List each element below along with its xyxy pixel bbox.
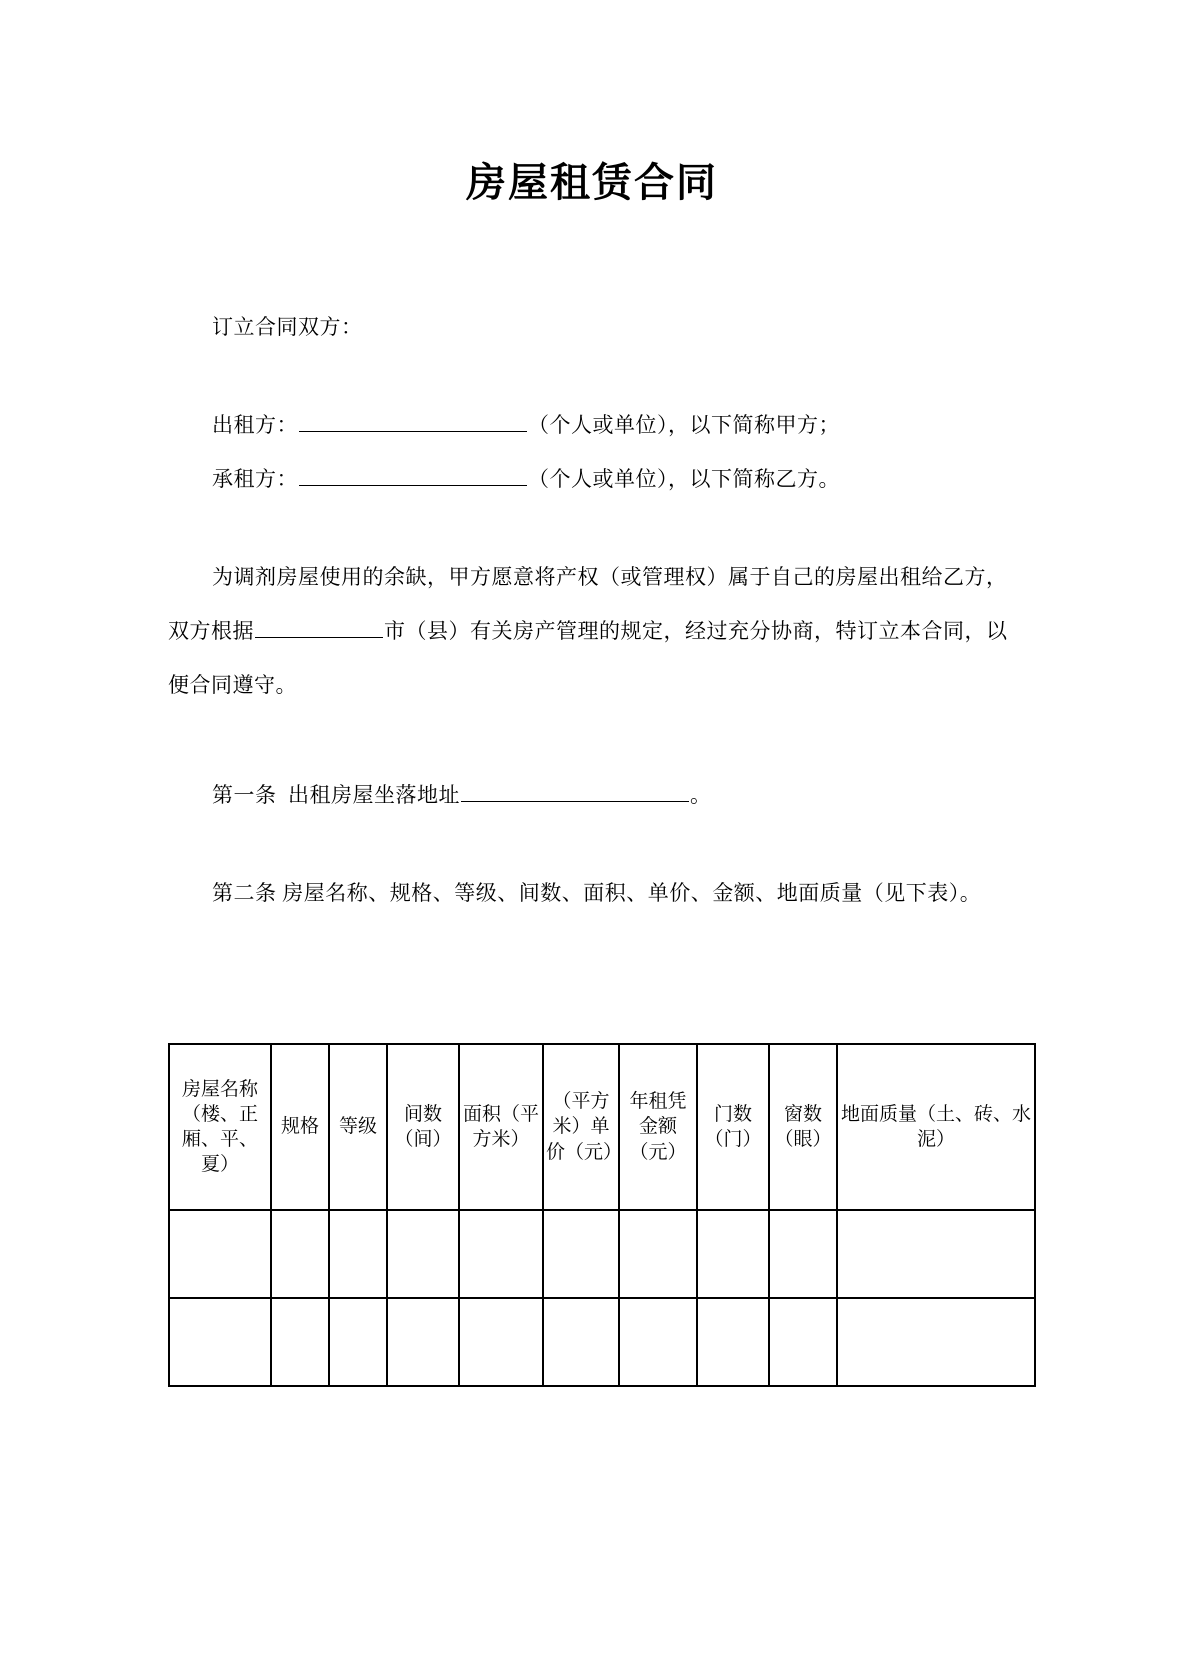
lessor-label: 出租方： <box>212 413 298 437</box>
preamble-part-2: 市（县）有关房产管理的规定，经过充分协商，特订立本合同，以便合同遵守。 <box>168 619 1008 697</box>
cell-spec[interactable] <box>271 1210 329 1298</box>
cell-area[interactable] <box>459 1210 543 1298</box>
table-row <box>169 1210 1035 1298</box>
lessee-label: 承租方： <box>212 467 298 491</box>
lessor-blank-field[interactable] <box>299 411 527 432</box>
col-header-window-count: 窗数（眼） <box>769 1044 837 1210</box>
spacer <box>168 354 1018 398</box>
cell-house-name[interactable] <box>169 1298 271 1386</box>
spacer <box>168 822 1018 866</box>
cell-unit-price[interactable] <box>543 1298 619 1386</box>
spacer <box>168 712 1018 768</box>
col-header-room-count: 间数（间） <box>387 1044 459 1210</box>
col-header-spec: 规格 <box>271 1044 329 1210</box>
lessor-line <box>168 398 1018 452</box>
cell-unit-price[interactable] <box>543 1210 619 1298</box>
cell-house-name[interactable] <box>169 1210 271 1298</box>
col-header-annual-rent: 年租凭金额（元） <box>619 1044 697 1210</box>
cell-door-count[interactable] <box>697 1298 769 1386</box>
cell-annual-rent[interactable] <box>619 1210 697 1298</box>
col-header-door-count: 门数（门） <box>697 1044 769 1210</box>
article-2-label: 第二条 <box>212 881 277 905</box>
article-1-text: 出租房屋坐落地址 <box>288 783 460 807</box>
cell-area[interactable] <box>459 1298 543 1386</box>
preamble-part-1: 为调剂房屋使用的余缺，甲方愿意将产权（或管理权）属于自己的房屋出租给乙方，双方根据 <box>168 565 1008 643</box>
table-header-row <box>169 1044 1035 1210</box>
article-1-suffix: 。 <box>690 783 712 807</box>
cell-room-count[interactable] <box>387 1298 459 1386</box>
page-title: 房屋租赁合同 <box>466 159 718 206</box>
cell-grade[interactable] <box>329 1210 387 1298</box>
preamble-paragraph <box>168 550 1018 712</box>
lessee-suffix: （个人或单位），以下简称乙方。 <box>528 467 840 491</box>
cell-window-count[interactable] <box>769 1298 837 1386</box>
spacer <box>168 506 1018 550</box>
article-1-label: 第一条 <box>212 783 277 807</box>
lessee-blank-field[interactable] <box>299 465 527 486</box>
cell-floor-quality[interactable] <box>837 1210 1035 1298</box>
cell-room-count[interactable] <box>387 1210 459 1298</box>
article-2-line <box>168 866 1018 920</box>
table-row <box>169 1298 1035 1386</box>
house-spec-table <box>168 1043 1036 1387</box>
col-header-grade: 等级 <box>329 1044 387 1210</box>
col-header-unit-price: （平方米）单价（元） <box>543 1044 619 1210</box>
table-body <box>169 1210 1035 1386</box>
cell-spec[interactable] <box>271 1298 329 1386</box>
article-2-text: 房屋名称、规格、等级、间数、面积、单价、金额、地面质量（见下表）。 <box>282 881 982 905</box>
cell-grade[interactable] <box>329 1298 387 1386</box>
col-header-floor-quality: 地面质量（土、砖、水泥） <box>837 1044 1035 1210</box>
col-header-area: 面积（平方米） <box>459 1044 543 1210</box>
address-blank-field[interactable] <box>461 781 689 802</box>
col-header-house-name: 房屋名称（楼、正厢、平、夏） <box>169 1044 271 1210</box>
cell-window-count[interactable] <box>769 1210 837 1298</box>
cell-annual-rent[interactable] <box>619 1298 697 1386</box>
city-county-blank-field[interactable] <box>255 617 383 638</box>
article-1-line <box>168 768 1018 822</box>
lessee-line <box>168 452 1018 506</box>
table-header <box>169 1044 1035 1210</box>
lessor-suffix: （个人或单位），以下简称甲方； <box>528 413 840 437</box>
cell-door-count[interactable] <box>697 1210 769 1298</box>
document-body <box>168 300 1018 920</box>
cell-floor-quality[interactable] <box>837 1298 1035 1386</box>
parties-heading: 订立合同双方： <box>212 315 363 339</box>
house-spec-table-wrapper <box>168 1043 1031 1387</box>
